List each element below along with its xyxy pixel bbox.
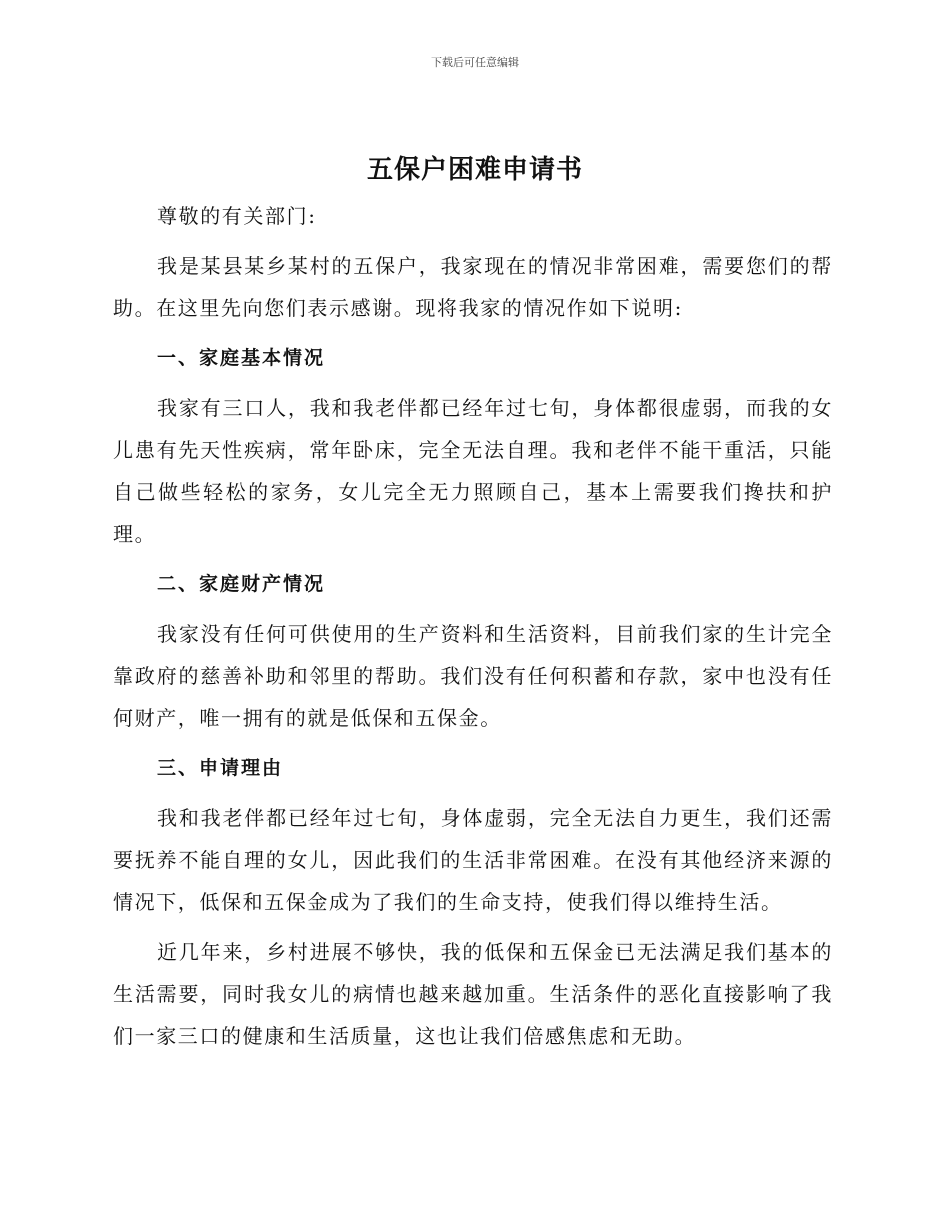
- section-heading: 一、家庭基本情况: [157, 347, 326, 369]
- section-basic-situation: [113, 337, 833, 555]
- document-title: 五保户困难申请书: [366, 155, 583, 185]
- section-paragraph: 我家没有任何可供使用的生产资料和生活资料，目前我们家的生计完全靠政府的慈善补助和邻里的帮助。我们没有任何积蓄和存款，家中也没有任何财产，唯一拥有的就是低保和五保金。: [113, 622, 833, 730]
- section-paragraph: 我和我老伴都已经年过七旬，身体虚弱，完全无法自力更生，我们还需要抚养不能自理的女儿，因此我们的生活非常困难。在没有其他经济来源的情况下，低保和五保金成为了我们的生命支持，使我们得以维持生活。: [113, 806, 833, 914]
- intro-paragraph: 我是某县某乡某村的五保户，我家现在的情况非常困难，需要您们的帮助。在这里先向您们表示感谢。现将我家的情况作如下说明:: [113, 254, 833, 320]
- section-heading: 二、家庭财产情况: [157, 573, 326, 595]
- section-application-reason: [113, 747, 833, 1057]
- document-body: [113, 195, 833, 1065]
- section-paragraph: 我家有三口人，我和我老伴都已经年过七旬，身体都很虚弱，而我的女儿患有先天性疾病，常年卧床，完全无法自理。我和老伴不能干重活，只能自己做些轻松的家务，女儿完全无力照顾自己，基本上需要我们搀扶和护理。: [113, 396, 833, 546]
- section-heading: 三、申请理由: [157, 757, 284, 779]
- section-property-situation: [113, 563, 833, 739]
- header-note: 下载后可任意编辑: [431, 56, 519, 69]
- salutation: 尊敬的有关部门:: [157, 204, 317, 228]
- section-paragraph: 近几年来，乡村进展不够快，我的低保和五保金已无法满足我们基本的生活需要，同时我女儿的病情也越来越加重。生活条件的恶化直接影响了我们一家三口的健康和生活质量，这也让我们倍感焦虑和无助。: [113, 940, 833, 1048]
